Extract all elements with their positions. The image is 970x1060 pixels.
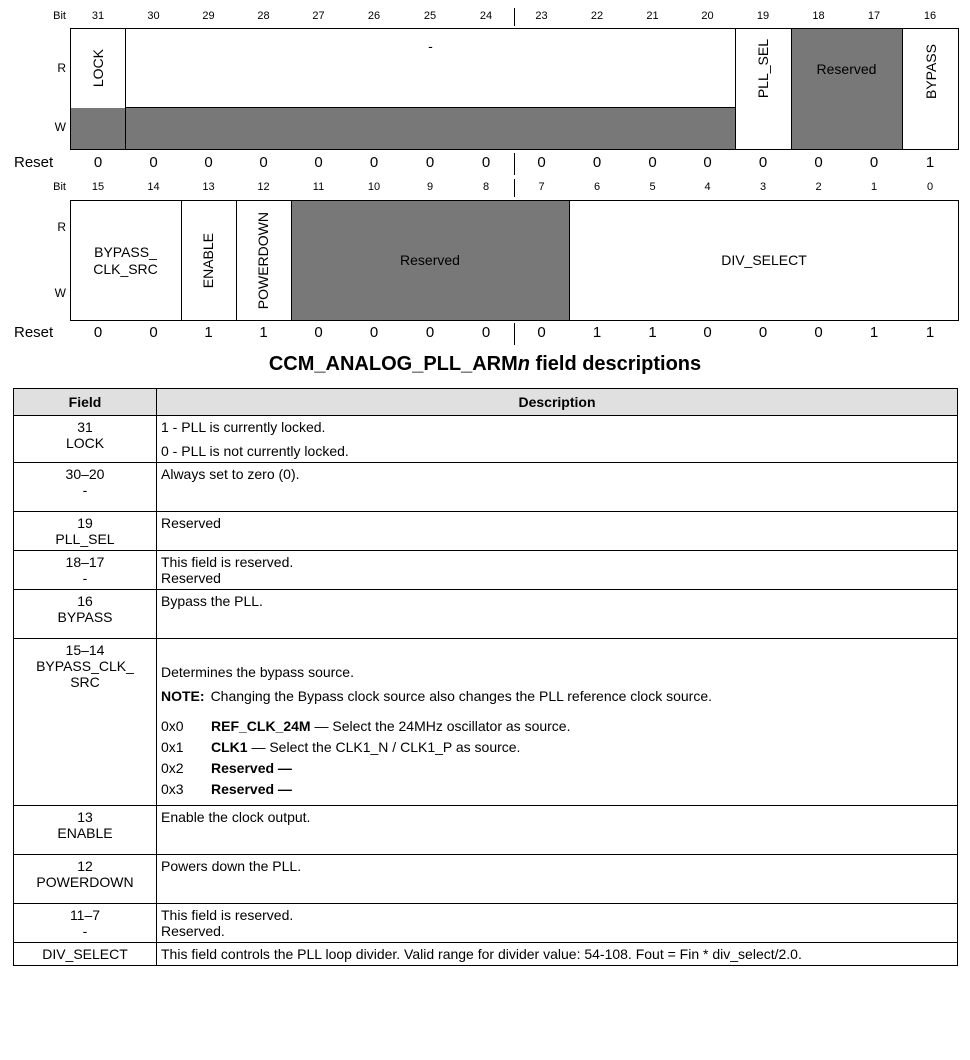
field-pll-sel: PLL_SEL	[755, 39, 772, 99]
reset-value: 0	[703, 324, 712, 341]
reset-value: 0	[481, 324, 491, 341]
table-row	[14, 855, 958, 904]
bit-number: 7	[538, 181, 545, 193]
nibble-divider	[514, 8, 515, 26]
bit-number: 6	[593, 181, 601, 193]
bit-number: 27	[312, 10, 325, 22]
field-cell: 15–14 BYPASS_CLK_ SRC	[14, 639, 157, 806]
reset-value: 0	[537, 324, 546, 341]
bit-number: 3	[759, 181, 767, 193]
field-cell: 19 PLL_SEL	[14, 512, 157, 551]
table-row	[14, 943, 958, 966]
field-cell: 18–17 -	[14, 551, 157, 590]
encoding-row: 0x3 Reserved —	[161, 781, 292, 797]
field-bypass: BYPASS	[922, 43, 939, 99]
table-row	[14, 904, 958, 943]
table-title: CCM_ANALOG_PLL_ARMn field descriptions	[268, 353, 702, 375]
reset-value: 0	[814, 154, 823, 171]
bit-number: 12	[257, 181, 270, 193]
reset-value: 0	[369, 154, 379, 171]
field-cell: 11–7 -	[14, 904, 157, 943]
bit-number: 4	[704, 181, 711, 193]
reset-value: 0	[314, 154, 323, 171]
reset-value: 1	[259, 324, 268, 341]
reset-value: 0	[758, 154, 768, 171]
bit-number: 26	[367, 10, 381, 22]
field-reserved-upper: Reserved	[816, 60, 877, 77]
reset-value: 0	[481, 154, 491, 171]
field-descriptions-table	[13, 388, 958, 966]
table-header-row	[14, 389, 958, 416]
field-cell: 31 LOCK	[14, 416, 157, 463]
bit-number: 17	[867, 10, 881, 22]
write-row-label: W	[54, 120, 66, 134]
bit-number: 5	[649, 181, 656, 193]
table-row	[14, 639, 958, 806]
field-cell: 13 ENABLE	[14, 806, 157, 855]
description-cell: Bypass the PLL.	[157, 590, 958, 639]
reset-value: 0	[425, 324, 435, 341]
field-powerdown: POWERDOWN	[255, 211, 272, 310]
description-cell: Powers down the PLL.	[157, 855, 958, 904]
table-row	[14, 416, 958, 463]
encoding-row: 0x1 CLK1 — Select the CLK1_N / CLK1_P as source.	[161, 739, 521, 755]
note: NOTE: Changing the Bypass clock source also changes the PLL reference clock source.	[161, 688, 712, 704]
reset-row-label: Reset	[14, 324, 54, 341]
field-enable: ENABLE	[200, 232, 217, 289]
bit-number: 1	[870, 181, 878, 193]
field-lock: LOCK	[89, 48, 106, 88]
bit-number: 21	[646, 10, 659, 22]
description-cell: Always set to zero (0).	[157, 463, 958, 512]
reset-value: 0	[259, 154, 268, 171]
bit-number: 14	[147, 181, 160, 193]
reset-value: 0	[425, 154, 435, 171]
write-row-label: W	[54, 286, 66, 300]
bit-number: 28	[257, 10, 270, 22]
bit-number: 19	[756, 10, 770, 22]
reset-value: 0	[592, 154, 602, 171]
field-bypass-clk-src: BYPASS_ CLK_SRC	[93, 244, 158, 277]
field-cell: 30–20 -	[14, 463, 157, 512]
reset-value: 0	[703, 154, 712, 171]
reset-value: 1	[925, 324, 935, 341]
bit-number: 13	[202, 181, 215, 193]
encoding-row: 0x0 REF_CLK_24M — Select the 24MHz oscillator as source.	[161, 718, 571, 734]
bit-number: 25	[423, 10, 437, 22]
reset-value: 1	[869, 324, 879, 341]
field-cell: 12 POWERDOWN	[14, 855, 157, 904]
field-divider	[125, 107, 735, 108]
reset-value: 1	[648, 324, 657, 341]
reset-value: 1	[204, 324, 213, 341]
bit-row-label: Bit	[53, 10, 66, 22]
field-column-header: Field	[14, 389, 157, 416]
read-row-label: R	[57, 61, 66, 75]
field-cell: DIV_SELECT	[14, 943, 157, 966]
bit-number: 20	[701, 10, 714, 22]
field-reserved-lower: Reserved	[400, 252, 460, 269]
table-row	[14, 512, 958, 551]
bit-number: 30	[147, 10, 160, 22]
reset-value: 1	[592, 324, 602, 341]
description-cell: This field is reserved. Reserved	[157, 551, 958, 590]
field-unused: -	[428, 38, 433, 54]
reset-value: 0	[314, 324, 323, 341]
bit-number: 23	[535, 10, 548, 22]
bit-number: 29	[202, 10, 215, 22]
encoding-row: 0x2 Reserved —	[161, 760, 292, 776]
reset-value: 0	[204, 154, 213, 171]
reset-value: 0	[758, 324, 768, 341]
reset-value: 0	[369, 324, 379, 341]
nibble-divider	[514, 179, 515, 197]
bit-number: 2	[815, 181, 822, 193]
read-row-label: R	[57, 220, 66, 234]
reset-value: 0	[648, 154, 657, 171]
field-cell: 16 BYPASS	[14, 590, 157, 639]
description-cell: 1 - PLL is currently locked. 0 - PLL is not currently locked.	[157, 416, 958, 463]
reset-value: 0	[537, 154, 546, 171]
table-row	[14, 463, 958, 512]
description-cell: Determines the bypass source. NOTE: Changing the Bypass clock source also changes the PLL reference clock source. 0x0 REF_CLK_24M — Select the 24MHz oscillator as source. 0x1 CLK1 — Select the CLK1_N / CLK1_P as source. 0x2 Reserved — 0x3 Reserved —	[157, 639, 958, 806]
reset-row-label: Reset	[14, 154, 54, 171]
reset-value: 0	[869, 154, 879, 171]
description-cell: Enable the clock output.	[157, 806, 958, 855]
table-row	[14, 806, 958, 855]
bit-number: 18	[812, 10, 825, 22]
description-cell: This field controls the PLL loop divider. Valid range for divider value: 54-108. Fout = Fin * div_select/2.0.	[157, 943, 958, 966]
reset-value: 0	[93, 154, 103, 171]
description-cell: Reserved	[157, 512, 958, 551]
bit-number: 16	[923, 10, 937, 22]
table-row	[14, 551, 958, 590]
table-row	[14, 590, 958, 639]
reset-value: 1	[925, 154, 935, 171]
bit-number: 22	[590, 10, 604, 22]
bit-number: 15	[91, 181, 105, 193]
bit-number: 31	[91, 10, 105, 22]
bit-number: 0	[926, 181, 934, 193]
bit-row-label: Bit	[53, 181, 66, 193]
bit-number: 24	[479, 10, 493, 22]
description-cell: This field is reserved. Reserved.	[157, 904, 958, 943]
bit-number: 9	[426, 181, 434, 193]
reset-value: 0	[149, 324, 158, 341]
bit-number: 8	[482, 181, 490, 193]
description-column-header: Description	[157, 389, 958, 416]
reset-value: 0	[149, 154, 158, 171]
reset-value: 0	[814, 324, 823, 341]
bit-number: 11	[312, 181, 325, 193]
field-div-select: DIV_SELECT	[721, 252, 807, 269]
bit-number: 10	[367, 181, 381, 193]
reset-value: 0	[93, 324, 103, 341]
